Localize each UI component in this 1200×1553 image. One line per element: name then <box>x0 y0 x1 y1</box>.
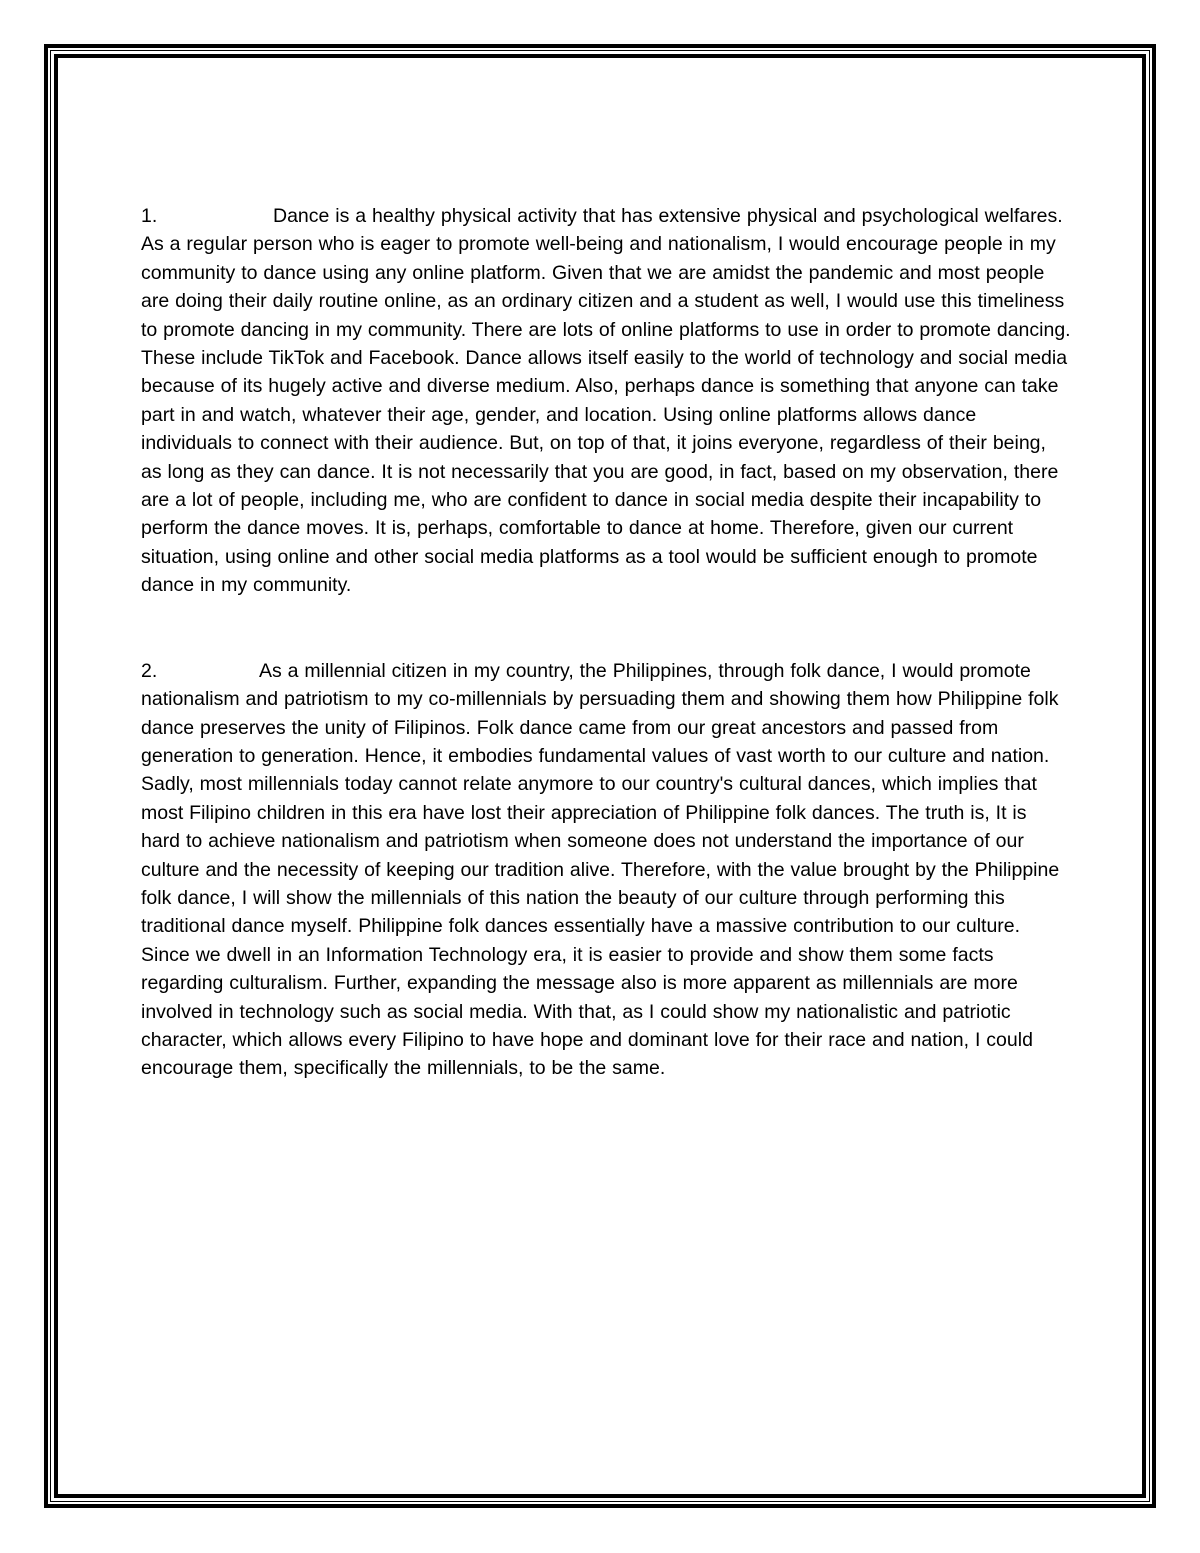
paragraph-text: Dance is a healthy physical activity that has extensive physical and psychological welfares. As a regular person who is eager to promote well-being and nationalism, I would encourage people in my community to dance using any online platform. Given that we are amidst the pandemic and most people are doing their daily routine online, as an ordinary citizen and a student as well, I would use this timeliness to promote dancing in my community. There are lots of online platforms to use in order to promote dancing. These include TikTok and Facebook. Dance allows itself easily to the world of technology and social media because of its hugely active and diverse medium. Also, perhaps dance is something that anyone can take part in and watch, whatever their age, gender, and location. Using online platforms allows dance individuals to connect with their audience. But, on top of that, it joins everyone, regardless of their being, as long as they can dance. It is not necessarily that you are good, in fact, based on my observation, there are a lot of people, including me, who are confident to dance in social media despite their incapability to perform the dance moves. It is, perhaps, comfortable to dance at home. Therefore, given our current situation, using online and other social media platforms as a tool would be sufficient enough to promote dance in my community. <box>141 205 1071 597</box>
paragraph-text: As a millennial citizen in my country, the Philippines, through folk dance, I would promote nationalism and patriotism to my co-millennials by persuading them and showing them how Philippine folk dance preserves the unity of Filipinos. Folk dance came from our great ancestors and passed from generation to generation. Hence, it embodies fundamental values of vast worth to our culture and nation. Sadly, most millennials today cannot relate anymore to our country's cultural dances, which implies that most Filipino children in this era have lost their appreciation of Philippine folk dances. The truth is, It is hard to achieve nationalism and patriotism when someone does not understand the importance of our culture and the necessity of keeping our tradition alive. Therefore, with the value brought by the Philippine folk dance, I will show the millennials of this nation the beauty of our culture through performing this traditional dance myself. Philippine folk dances essentially have a massive contribution to our culture. Since we dwell in an Information Technology era, it is easier to provide and show them some facts regarding culturalism. Further, expanding the message also is more apparent as millennials are more involved in technology such as social media. With that, as I could show my nationalistic and patriotic character, which allows every Filipino to have hope and dominant love for their race and nation, I could encourage them, specifically the millennials, to be the same. <box>141 659 1060 1080</box>
document-body <box>141 202 1071 1083</box>
paragraph-number: 2. <box>141 659 158 682</box>
paragraph-1 <box>141 202 1071 600</box>
paragraph-2 <box>141 657 1071 1083</box>
paragraph-number: 1. <box>141 205 158 227</box>
